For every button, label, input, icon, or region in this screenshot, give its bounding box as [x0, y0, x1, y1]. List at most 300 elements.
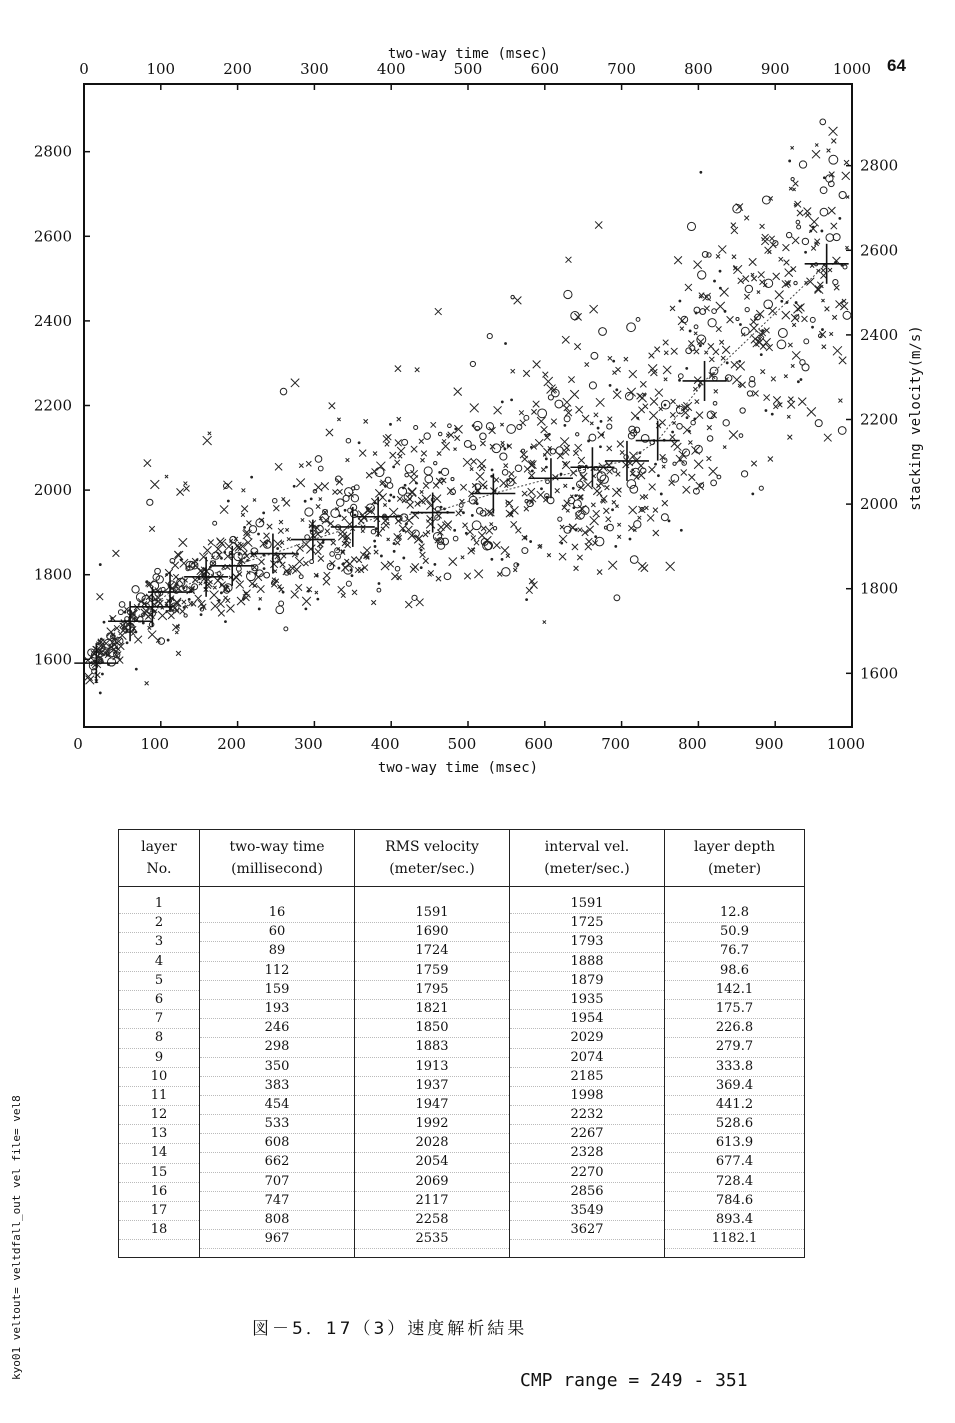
semblance-circle-mark [838, 427, 846, 435]
semblance-circle-mark [591, 352, 598, 359]
semblance-cross-mark [423, 532, 428, 537]
semblance-cross-mark [337, 489, 342, 494]
table-cell-interval-vel: 1879 [510, 972, 664, 991]
semblance-cross-mark [387, 561, 393, 567]
semblance-cross-mark [784, 260, 790, 266]
semblance-circle-mark [487, 334, 492, 339]
semblance-dot-mark [504, 342, 507, 345]
x-tick-label-top: 200 [223, 60, 252, 78]
semblance-cross-mark [338, 586, 345, 593]
semblance-circle-mark [739, 434, 743, 438]
semblance-cross-mark [360, 514, 368, 522]
semblance-cross-mark [674, 256, 682, 264]
semblance-dot-mark [540, 487, 543, 490]
semblance-circle-mark [802, 364, 809, 371]
semblance-circle-mark [712, 309, 717, 314]
semblance-dot-mark [751, 492, 754, 495]
semblance-cross-mark [493, 542, 500, 549]
semblance-cross-mark [470, 403, 479, 412]
semblance-cross-mark [84, 673, 92, 681]
semblance-cross-mark [719, 340, 723, 344]
semblance-dot-mark [738, 360, 741, 363]
semblance-cross-mark [828, 268, 832, 272]
y-tick-label-right: 2600 [860, 241, 899, 260]
semblance-dot-mark [389, 494, 392, 497]
semblance-circle-mark [589, 382, 596, 389]
semblance-cross-mark [574, 313, 581, 320]
semblance-dot-mark [402, 529, 405, 532]
semblance-cross-mark [709, 467, 718, 476]
table-cell-layer-no: 16 [119, 1183, 199, 1202]
table-cell-rms-velocity: 2535 [355, 1230, 509, 1249]
y-tick-label-right: 1800 [860, 579, 899, 598]
semblance-circle-mark [826, 234, 834, 242]
table-header-row [119, 830, 805, 887]
header-rms-velocity: RMS velocity (meter/sec.) [355, 830, 510, 887]
semblance-circle-mark [777, 340, 786, 349]
semblance-cross-mark [249, 580, 255, 586]
semblance-dot-mark [594, 535, 597, 538]
semblance-cross-mark [670, 412, 675, 417]
semblance-cross-mark [483, 485, 487, 489]
semblance-circle-mark [414, 425, 418, 429]
semblance-cross-mark [846, 195, 849, 198]
semblance-dot-mark [388, 499, 391, 502]
semblance-cross-mark [150, 480, 159, 489]
table-cell-layer-depth: 279.7 [665, 1038, 804, 1057]
x-tick-label-top: 300 [300, 60, 329, 78]
semblance-dot-mark [678, 300, 681, 303]
semblance-cross-mark [394, 460, 399, 465]
semblance-dot-mark [392, 465, 395, 468]
semblance-cross-mark [419, 544, 425, 550]
semblance-cross-mark [341, 593, 346, 598]
x-tick-label-top: 800 [684, 60, 713, 78]
table-cell-two-way-time: 454 [200, 1096, 354, 1115]
semblance-cross-mark [537, 491, 545, 499]
semblance-dot-mark [501, 558, 504, 561]
semblance-cross-mark [664, 378, 667, 381]
column-layer-no [119, 887, 200, 1258]
semblance-cross-mark [213, 586, 216, 589]
semblance-cross-mark [736, 362, 745, 371]
semblance-cross-mark [375, 489, 383, 497]
semblance-circle-mark [184, 614, 187, 617]
semblance-cross-mark [364, 419, 368, 423]
semblance-cross-mark [566, 509, 569, 512]
semblance-circle-mark [694, 325, 698, 329]
semblance-dot-mark [402, 486, 405, 489]
semblance-cross-mark [590, 516, 599, 525]
semblance-cross-mark [174, 551, 183, 560]
semblance-cross-mark [729, 430, 738, 439]
semblance-circle-mark [395, 566, 400, 571]
semblance-cross-mark [244, 539, 252, 547]
semblance-cross-mark [385, 434, 391, 440]
semblance-circle-mark [310, 560, 314, 564]
semblance-dot-mark [678, 379, 681, 382]
table-cell-interval-vel: 2328 [510, 1144, 664, 1163]
semblance-cross-mark [580, 473, 587, 480]
semblance-cross-mark [145, 681, 149, 685]
semblance-circle-mark [839, 191, 846, 198]
scatter-layer [84, 119, 851, 694]
semblance-cross-mark [208, 540, 214, 546]
semblance-cross-mark [329, 403, 335, 409]
semblance-circle-mark [630, 485, 638, 493]
semblance-cross-mark [113, 550, 120, 557]
semblance-cross-mark [582, 415, 589, 422]
semblance-cross-mark [199, 582, 202, 585]
semblance-dot-mark [337, 567, 340, 570]
semblance-cross-mark [299, 463, 303, 467]
semblance-circle-mark [745, 285, 752, 292]
semblance-cross-mark [278, 528, 283, 533]
table-cell-layer-depth: 76.7 [665, 942, 804, 961]
table-cell-layer-depth: 175.7 [665, 1000, 804, 1019]
semblance-cross-mark [695, 399, 699, 403]
semblance-cross-mark [395, 366, 401, 372]
semblance-cross-mark [371, 600, 376, 605]
semblance-cross-mark [148, 626, 152, 630]
table-cell-two-way-time: 16 [200, 904, 354, 923]
semblance-circle-mark [627, 323, 636, 332]
semblance-cross-mark [257, 585, 264, 592]
semblance-cross-mark [829, 332, 833, 336]
semblance-cross-mark [591, 503, 595, 507]
semblance-cross-mark [707, 456, 712, 461]
table-cell-rms-velocity: 2117 [355, 1192, 509, 1211]
semblance-circle-mark [759, 486, 763, 490]
semblance-cross-mark [590, 305, 598, 313]
semblance-dot-mark [250, 476, 253, 479]
semblance-circle-mark [786, 232, 791, 237]
semblance-cross-mark [659, 407, 663, 411]
table-cell-interval-vel: 1888 [510, 953, 664, 972]
semblance-cross-mark [807, 407, 816, 416]
semblance-cross-mark [586, 526, 594, 534]
semblance-dot-mark [501, 401, 504, 404]
semblance-cross-mark [134, 636, 142, 644]
plot-frame [84, 84, 852, 727]
semblance-cross-mark [640, 495, 645, 500]
header-layer-no: layer No. [119, 830, 200, 887]
semblance-cross-mark [275, 463, 282, 470]
semblance-dot-mark [726, 361, 729, 364]
semblance-circle-mark [515, 465, 522, 472]
semblance-circle-mark [797, 225, 801, 229]
semblance-cross-mark [342, 516, 347, 521]
semblance-cross-mark [168, 612, 174, 618]
semblance-cross-mark [237, 572, 242, 577]
semblance-circle-mark [405, 473, 409, 477]
semblance-cross-mark [324, 572, 331, 579]
semblance-cross-mark [296, 479, 305, 488]
semblance-cross-mark [617, 441, 624, 448]
semblance-cross-mark [594, 413, 598, 417]
semblance-cross-mark [788, 397, 793, 402]
semblance-dot-mark [713, 280, 716, 283]
semblance-cross-mark [280, 562, 286, 568]
semblance-dot-mark [201, 574, 204, 577]
semblance-dot-mark [165, 573, 168, 576]
semblance-cross-mark [608, 561, 617, 570]
semblance-cross-mark [318, 556, 324, 562]
semblance-circle-mark [305, 535, 310, 540]
semblance-cross-mark [683, 486, 690, 493]
semblance-cross-mark [663, 366, 671, 374]
x-tick-label-bottom: 700 [601, 735, 630, 753]
semblance-cross-mark [203, 436, 212, 445]
semblance-cross-mark [479, 465, 485, 471]
semblance-cross-mark [366, 472, 372, 478]
semblance-cross-mark [379, 493, 387, 501]
semblance-cross-mark [662, 465, 665, 468]
y-axis-title-right: stacking velocity(m/s) [908, 325, 924, 511]
semblance-cross-mark [802, 316, 808, 322]
table-cell-layer-no: 9 [119, 1049, 199, 1068]
semblance-cross-mark [455, 435, 460, 440]
column-interval-vel [510, 887, 665, 1258]
semblance-cross-mark [608, 356, 612, 360]
semblance-cross-mark [472, 483, 476, 487]
semblance-cross-mark [501, 441, 505, 445]
table-cell-two-way-time: 707 [200, 1173, 354, 1192]
semblance-cross-mark [476, 472, 484, 480]
semblance-dot-mark [664, 404, 667, 407]
semblance-cross-mark [282, 554, 286, 558]
semblance-cross-mark [597, 570, 602, 575]
semblance-cross-mark [315, 591, 318, 594]
semblance-dot-mark [374, 501, 377, 504]
semblance-circle-mark [256, 519, 264, 527]
semblance-dot-mark [660, 493, 663, 496]
semblance-cross-mark [501, 546, 509, 554]
semblance-cross-mark [825, 307, 830, 312]
semblance-circle-mark [713, 401, 717, 405]
semblance-dot-mark [188, 598, 191, 601]
table-cell-layer-depth: 728.4 [665, 1173, 804, 1192]
semblance-dot-mark [719, 287, 722, 290]
semblance-cross-mark [466, 528, 473, 535]
semblance-cross-mark [811, 246, 816, 251]
semblance-circle-mark [299, 575, 303, 579]
semblance-cross-mark [574, 343, 580, 349]
semblance-circle-mark [691, 420, 696, 425]
semblance-circle-mark [625, 392, 633, 400]
semblance-dot-mark [657, 474, 660, 477]
semblance-dot-mark [680, 529, 683, 532]
x-tick-label-bottom: 900 [754, 735, 784, 753]
table-cell-interval-vel: 2270 [510, 1164, 664, 1183]
semblance-cross-mark [764, 394, 770, 400]
semblance-dot-mark [200, 613, 203, 616]
semblance-dot-mark [344, 509, 347, 512]
semblance-cross-mark [573, 450, 578, 455]
semblance-circle-mark [502, 470, 508, 476]
semblance-circle-mark [500, 453, 507, 460]
semblance-cross-mark [295, 584, 302, 591]
table-cell-interval-vel: 2185 [510, 1068, 664, 1087]
semblance-cross-mark [792, 237, 799, 244]
semblance-cross-mark [246, 520, 251, 525]
table-cell-rms-velocity: 1759 [355, 962, 509, 981]
semblance-dot-mark [804, 251, 807, 254]
semblance-dot-mark [389, 423, 392, 426]
semblance-cross-mark [301, 518, 304, 521]
semblance-cross-mark [226, 604, 234, 612]
semblance-dot-mark [378, 582, 381, 585]
semblance-circle-mark [336, 499, 343, 506]
semblance-dot-mark [572, 487, 575, 490]
semblance-cross-mark [409, 475, 418, 484]
table-cell-two-way-time: 662 [200, 1153, 354, 1172]
semblance-cross-mark [346, 458, 350, 462]
table-cell-two-way-time: 89 [200, 942, 354, 961]
semblance-dot-mark [126, 641, 129, 644]
semblance-cross-mark [376, 462, 385, 471]
semblance-cross-mark [509, 471, 514, 476]
semblance-cross-mark [829, 127, 838, 136]
semblance-dot-mark [529, 540, 532, 543]
semblance-circle-mark [507, 425, 516, 434]
semblance-cross-mark [792, 351, 800, 359]
semblance-cross-mark [236, 581, 244, 589]
semblance-cross-mark [428, 570, 433, 575]
semblance-cross-mark [323, 578, 330, 585]
semblance-cross-mark [787, 401, 795, 409]
semblance-cross-mark [361, 529, 364, 532]
semblance-dot-mark [545, 457, 548, 460]
semblance-cross-mark [832, 315, 837, 320]
semblance-cross-mark [649, 411, 658, 420]
semblance-cross-mark [797, 304, 805, 312]
table-cell-interval-vel: 1998 [510, 1087, 664, 1106]
semblance-cross-mark [460, 484, 466, 490]
semblance-dot-mark [525, 598, 528, 601]
semblance-cross-mark [179, 538, 187, 546]
semblance-cross-mark [474, 540, 479, 545]
semblance-circle-mark [464, 440, 471, 447]
semblance-dot-mark [600, 420, 603, 423]
semblance-dot-mark [393, 542, 396, 545]
semblance-cross-mark [782, 311, 790, 319]
semblance-cross-mark [685, 284, 692, 291]
table-cell-two-way-time: 246 [200, 1019, 354, 1038]
semblance-dot-mark [373, 540, 376, 543]
semblance-cross-mark [362, 565, 368, 571]
table-cell-rms-velocity: 1937 [355, 1077, 509, 1096]
semblance-cross-mark [407, 502, 414, 509]
semblance-circle-mark [319, 545, 322, 548]
x-tick-label-bottom: 600 [524, 735, 554, 753]
semblance-cross-mark [474, 570, 483, 579]
x-axis-title-top: two-way time (msec) [387, 46, 549, 62]
semblance-cross-mark [188, 601, 193, 606]
semblance-circle-mark [717, 475, 721, 479]
semblance-cross-mark [578, 457, 585, 464]
semblance-cross-mark [749, 324, 758, 333]
semblance-circle-mark [524, 415, 529, 420]
semblance-cross-mark [696, 412, 703, 419]
semblance-cross-mark [654, 347, 659, 352]
semblance-circle-mark [437, 542, 444, 549]
figure-caption: 図－5．17（3）速度解析結果 [252, 1319, 528, 1339]
semblance-cross-mark [539, 544, 542, 547]
semblance-cross-mark [175, 631, 178, 634]
semblance-circle-mark [538, 409, 547, 418]
semblance-cross-mark [524, 506, 529, 511]
semblance-cross-mark [325, 529, 330, 534]
table-cell-layer-no: 18 [119, 1221, 199, 1240]
semblance-cross-mark [420, 552, 426, 558]
semblance-circle-mark [434, 461, 437, 464]
semblance-dot-mark [629, 538, 632, 541]
semblance-cross-mark [332, 490, 337, 495]
semblance-cross-mark [291, 591, 299, 599]
semblance-cross-mark [788, 343, 792, 347]
semblance-cross-mark [769, 236, 775, 242]
semblance-cross-mark [606, 517, 611, 522]
table-cell-interval-vel: 2074 [510, 1049, 664, 1068]
semblance-dot-mark [572, 506, 575, 509]
y-tick-label-right: 2400 [860, 325, 899, 344]
table-cell-interval-vel: 1935 [510, 991, 664, 1010]
velocity-result-table [118, 829, 805, 1258]
semblance-dot-mark [224, 620, 227, 623]
semblance-cross-mark [708, 343, 714, 349]
semblance-cross-mark [374, 550, 378, 554]
semblance-cross-mark [733, 265, 742, 274]
semblance-cross-mark [513, 568, 517, 572]
semblance-cross-mark [791, 364, 794, 367]
semblance-cross-mark [423, 483, 429, 489]
semblance-circle-mark [450, 489, 456, 495]
semblance-dot-mark [739, 323, 742, 326]
semblance-circle-mark [550, 449, 555, 454]
semblance-dot-mark [668, 519, 671, 522]
table-cell-interval-vel: 1591 [510, 895, 664, 914]
velocity-pick [683, 361, 727, 401]
semblance-circle-mark [470, 361, 475, 366]
table-cell-rms-velocity: 1795 [355, 981, 509, 1000]
semblance-cross-mark [306, 461, 311, 466]
table-cell-layer-depth: 98.6 [665, 962, 804, 981]
semblance-circle-mark [448, 424, 452, 428]
semblance-cross-mark [182, 600, 186, 604]
semblance-cross-mark [822, 345, 826, 349]
velocity-pick [636, 421, 680, 461]
semblance-cross-mark [760, 224, 765, 229]
semblance-cross-mark [590, 422, 593, 425]
semblance-dot-mark [316, 574, 319, 577]
semblance-cross-mark [713, 349, 719, 355]
semblance-circle-mark [424, 467, 432, 475]
semblance-dot-mark [530, 446, 533, 449]
semblance-cross-mark [674, 443, 682, 451]
semblance-cross-mark [494, 478, 499, 483]
semblance-cross-mark [504, 464, 508, 468]
velocity-pick [805, 244, 849, 284]
semblance-cross-mark [789, 187, 792, 190]
semblance-dot-mark [358, 441, 361, 444]
semblance-dot-mark [601, 433, 604, 436]
x-tick-label-bottom: 0 [73, 735, 83, 753]
semblance-cross-mark [177, 488, 184, 495]
semblance-cross-mark [541, 426, 548, 433]
semblance-cross-mark [172, 562, 179, 569]
semblance-dot-mark [699, 171, 702, 174]
